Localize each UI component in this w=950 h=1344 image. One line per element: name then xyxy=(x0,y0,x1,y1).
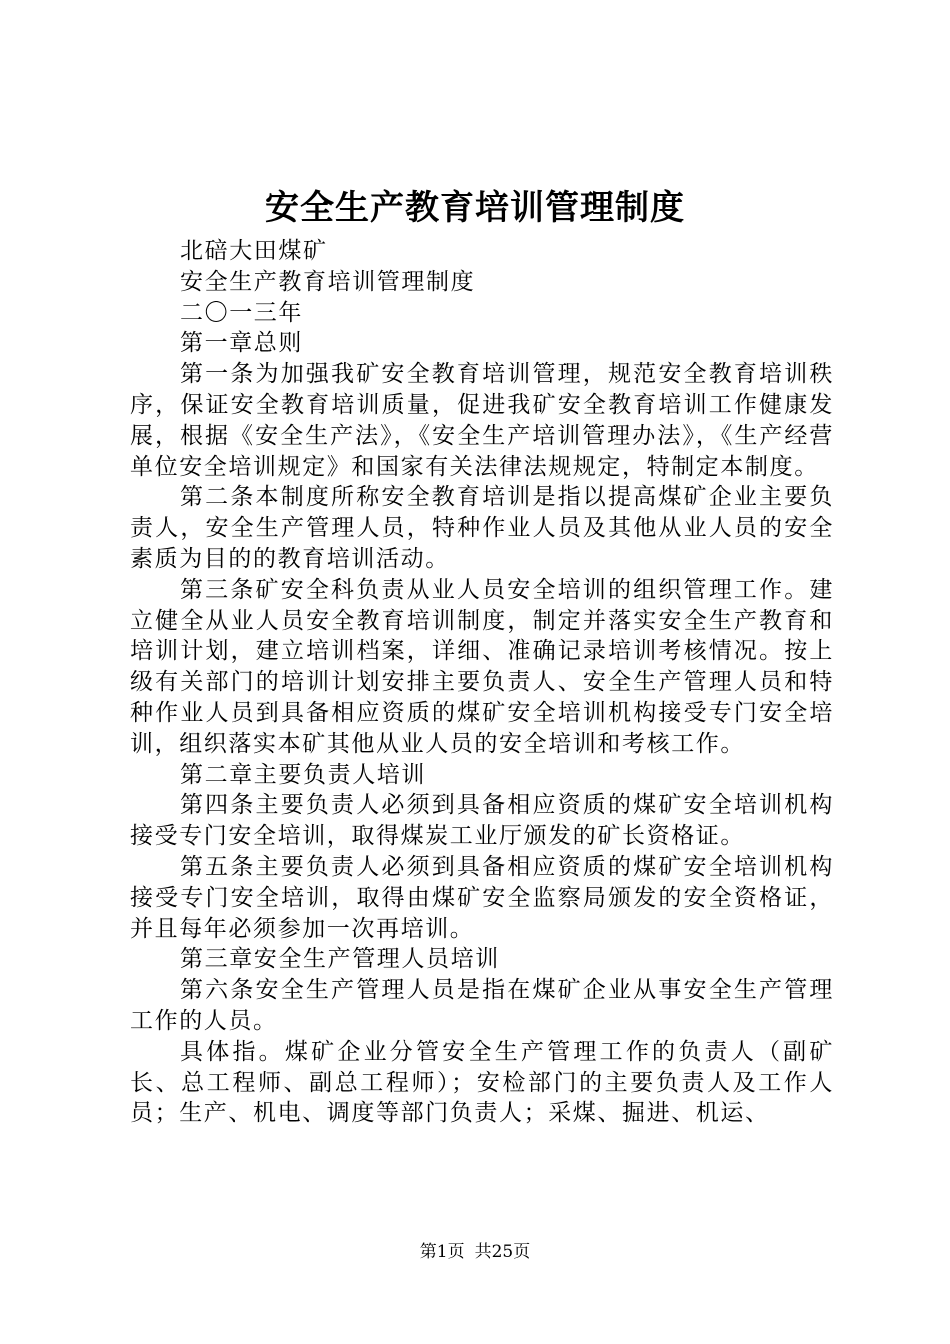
page-number: 第1页 xyxy=(419,1242,465,1262)
total-pages: 共25页 xyxy=(474,1242,531,1262)
document-subtitle: 安全生产教育培训管理制度 xyxy=(180,268,476,295)
document-title: 安全生产教育培训管理制度 xyxy=(265,188,685,228)
article-paragraph: 第四条主要负责人必须到具备相应资质的煤矿安全培训机构接受专门安全培训，取得煤炭工业厅颁发的矿长资格证。 xyxy=(130,792,834,850)
article-paragraph: 第六条安全生产管理人员是指在煤矿企业从事安全生产管理工作的人员。 xyxy=(130,977,834,1034)
article-paragraph: 第三条矿安全科负责从业人员安全培训的组织管理工作。建立健全从业人员安全教育培训制度，制定并落实安全生产教育和培训计划，建立培训档案，详细、准确记录培训考核情况。按上级有关部门的培训计划安排主要负责人、安全生产管理人员和特种作业人员到具备相应资质的煤矿安全培训机构接受专门安全培训，组织落实本矿其他从业人员的安全培训和考核工作。 xyxy=(130,576,834,757)
chapter-heading: 第三章安全生产管理人员培训 xyxy=(180,946,500,973)
chapter-heading: 第一章总则 xyxy=(180,330,303,357)
mine-name: 北碚大田煤矿 xyxy=(180,238,328,264)
article-paragraph: 第二条本制度所称安全教育培训是指以提高煤矿企业主要负责人，安全生产管理人员，特种作业人员及其他从业人员的安全素质为目的的教育培训活动。 xyxy=(130,484,834,572)
page-footer xyxy=(0,1240,950,1264)
document-year: 二〇一三年 xyxy=(180,299,303,326)
chapter-heading: 第二章主要负责人培训 xyxy=(180,761,426,788)
article-paragraph: 第五条主要负责人必须到具备相应资质的煤矿安全培训机构接受专门安全培训，取得由煤矿安全监察局颁发的安全资格证，并且每年必须参加一次再培训。 xyxy=(130,853,834,942)
article-paragraph: 第一条为加强我矿安全教育培训管理，规范安全教育培训秩序，保证安全教育培训质量，促进我矿安全教育培训工作健康发展，根据《安全生产法》，《安全生产培训管理办法》，《生产经营单位安全培训规定》和国家有关法律法规规定，特制定本制度。 xyxy=(130,361,834,480)
article-paragraph: 具体指。煤矿企业分管安全生产管理工作的负责人（副矿长、总工程师、副总工程师）；安检部门的主要负责人及工作人员；生产、机电、调度等部门负责人；采煤、掘进、机运、 xyxy=(130,1038,834,1127)
document-body xyxy=(130,236,834,1129)
